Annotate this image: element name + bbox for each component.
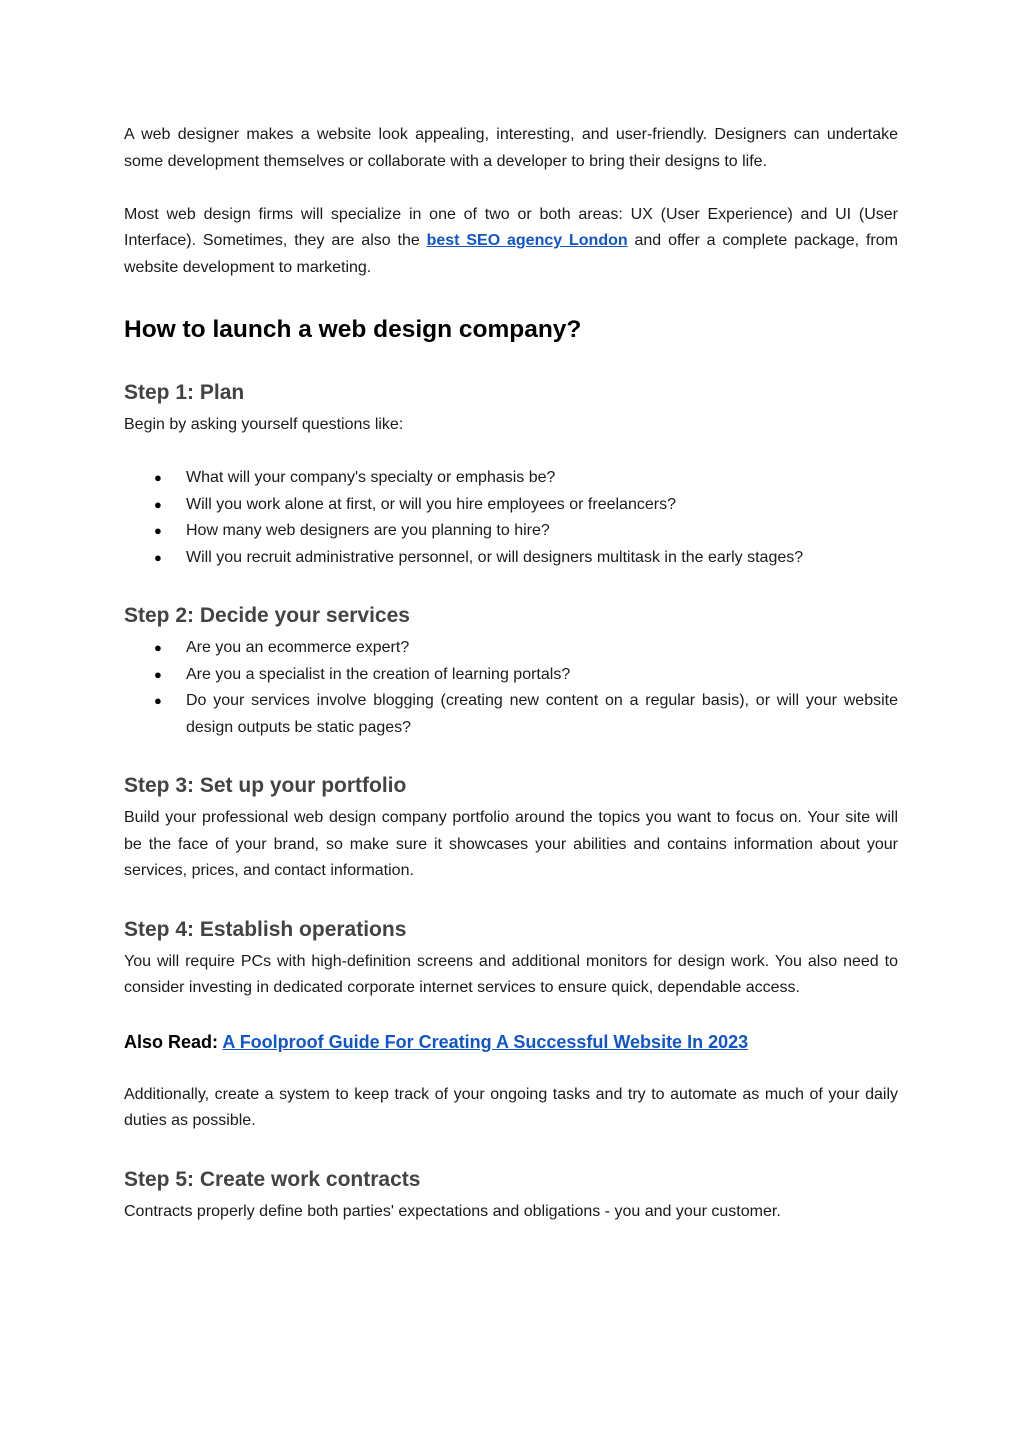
list-item — [124, 492, 898, 519]
bullet-icon: ● — [154, 523, 162, 538]
list-item — [124, 465, 898, 492]
step-3-body: Build your professional web design company portfolio around the topics you want to focus on. Your site will be the face of your brand, so make sure it showcases your abilities and contains information about your services, prices, and contact information. — [124, 809, 898, 879]
list-item-text: Will you recruit administrative personnel, or will designers multitask in the early stages? — [186, 548, 804, 566]
step-1-intro: Begin by asking yourself questions like: — [124, 416, 404, 433]
step-4-body-2: Additionally, create a system to keep track of your ongoing tasks and try to automate as much of your daily duties as possible. — [124, 1085, 898, 1129]
bullet-icon: ● — [154, 470, 162, 485]
list-item-text: Are you an ecommerce expert? — [186, 639, 410, 656]
bullet-icon: ● — [154, 549, 162, 565]
list-item-text: Are you a specialist in the creation of learning portals? — [186, 665, 571, 683]
list-item — [124, 662, 898, 689]
bullet-icon: ● — [154, 496, 162, 512]
step-2-heading: Step 2: Decide your services — [124, 604, 410, 627]
step-5-heading: Step 5: Create work contracts — [124, 1167, 421, 1191]
step-2-service-list — [124, 635, 898, 741]
step-5-body: Contracts properly define both parties' expectations and obligations - you and your customer. — [124, 1202, 781, 1220]
list-item-text: Do your services involve blogging (creating new content on a regular basis), or will your website design outputs be static pages? — [186, 692, 898, 736]
list-item — [124, 635, 898, 662]
intro-paragraph-2 — [124, 202, 898, 282]
also-read-line — [124, 1028, 898, 1056]
list-item-text: Will you work alone at first, or will you hire employees or freelancers? — [186, 495, 676, 513]
bullet-icon: ● — [154, 693, 162, 708]
bullet-icon: ● — [154, 666, 162, 682]
list-item — [124, 688, 898, 741]
list-item — [124, 518, 898, 545]
bullet-icon: ● — [154, 640, 162, 655]
step-4-heading: Step 4: Establish operations — [124, 917, 407, 941]
step-3-heading: Step 3: Set up your portfolio — [124, 774, 407, 797]
intro-paragraph-2-text-after: and offer a complete package, from website development to marketing. — [124, 232, 898, 276]
step-4-body: You will require PCs with high-definition screens and additional monitors for design work. You also need to consider investing in dedicated corporate internet services to ensure quick, dependable access. — [124, 952, 898, 996]
list-item — [124, 545, 898, 572]
list-item-text: How many web designers are you planning to hire? — [186, 522, 550, 539]
also-read-label: Also Read: — [124, 1031, 223, 1052]
main-heading: How to launch a web design company? — [124, 316, 582, 343]
also-read-link[interactable]: A Foolproof Guide For Creating A Successful Website In 2023 — [222, 1031, 749, 1052]
intro-paragraph-2-text-before: Most web design firms will specialize in one of two or both areas: UX (User Experience) and UI (User Interface). Sometimes, they are also the — [124, 205, 898, 249]
intro-paragraph-1: A web designer makes a website look appealing, interesting, and user-friendly. Designers can undertake some development themselves or collaborate with a developer to bring their designs to life. — [124, 126, 898, 170]
list-item-text: What will your company's specialty or emphasis be? — [186, 469, 556, 486]
document-page — [124, 122, 898, 1225]
step-1-question-list — [124, 465, 898, 571]
seo-agency-link[interactable]: best SEO agency London — [426, 232, 628, 249]
step-1-heading: Step 1: Plan — [124, 381, 245, 404]
